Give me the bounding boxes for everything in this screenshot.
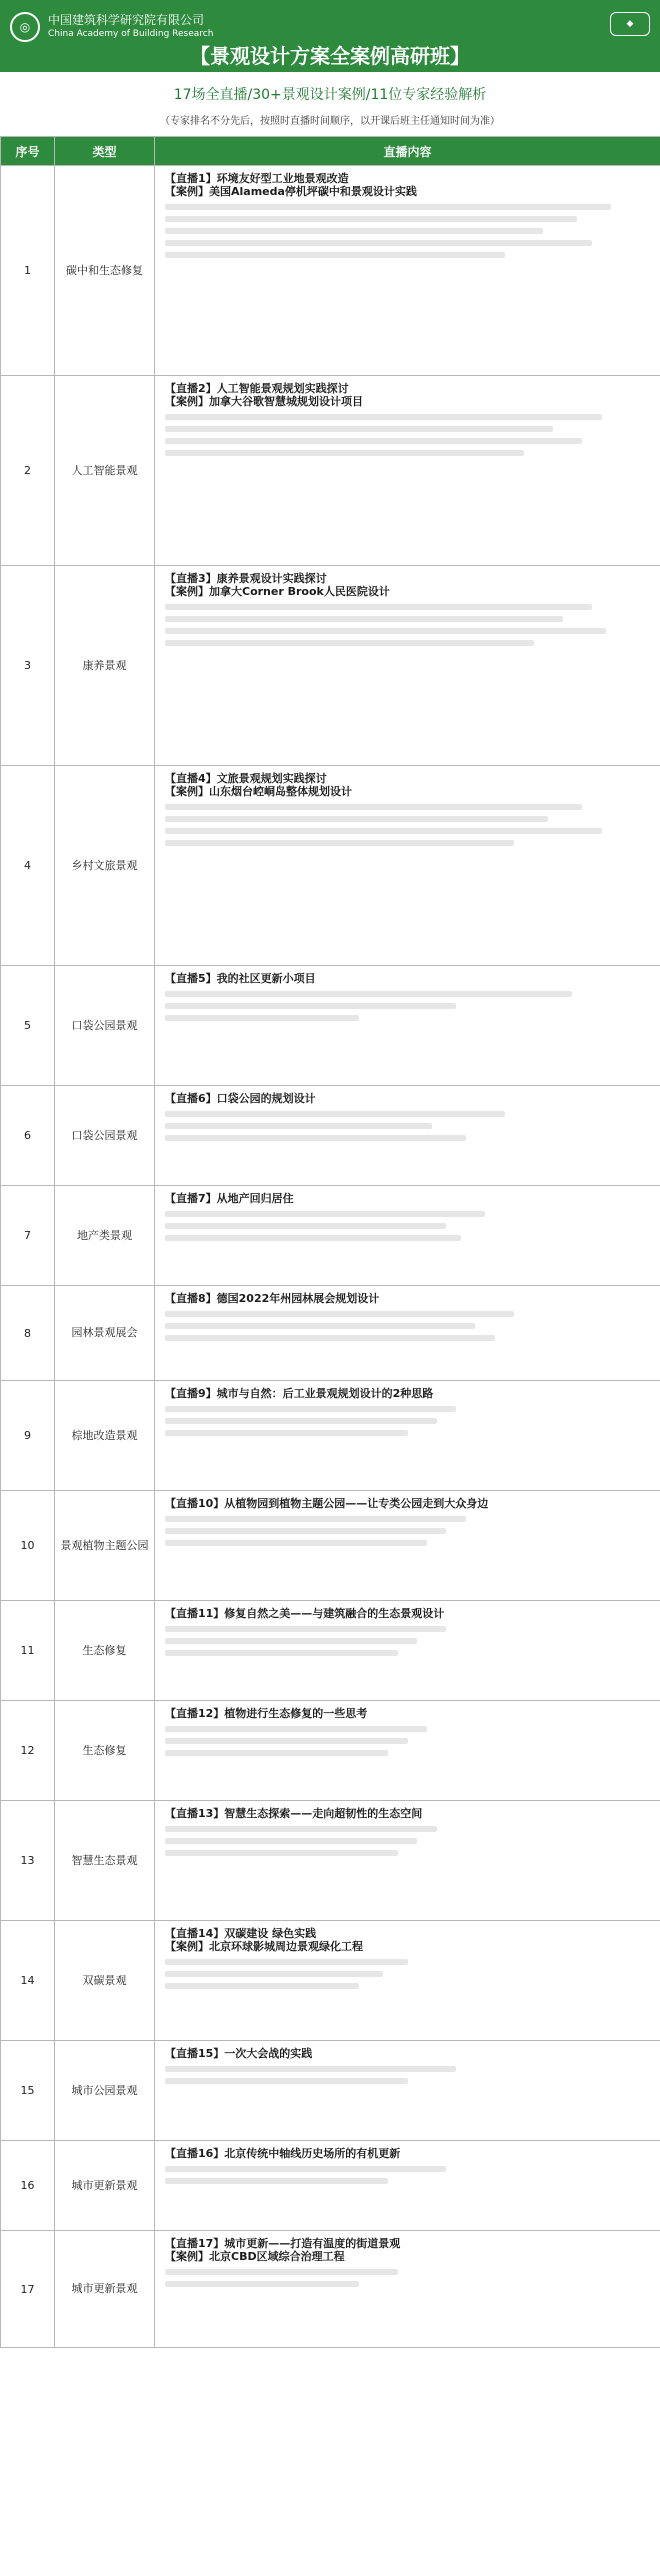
row-live-title: 【直播8】德国2022年州园林展会规划设计	[165, 1292, 380, 1305]
table-header-row	[1, 137, 660, 166]
row-live-title: 【直播4】文旅景观规划实践探讨	[165, 772, 327, 785]
unreadable-detail-placeholder	[165, 1626, 650, 1656]
row-number: 2	[1, 376, 55, 566]
org-text	[48, 13, 213, 41]
row-type: 康养景观	[55, 566, 155, 766]
table-row	[1, 1186, 660, 1286]
row-type: 城市更新景观	[55, 2141, 155, 2231]
col-header-no: 序号	[1, 137, 55, 166]
row-type: 碳中和生态修复	[55, 166, 155, 376]
table-row	[1, 1491, 660, 1601]
row-live-title: 【直播1】环境友好型工业地景观改造	[165, 172, 349, 185]
row-case-title: 【案例】加拿大Corner Brook人民医院设计	[165, 585, 390, 598]
row-number: 9	[1, 1381, 55, 1491]
schedule-table	[0, 136, 660, 2348]
row-number: 4	[1, 766, 55, 966]
table-row	[1, 2231, 660, 2348]
row-live-title: 【直播9】城市与自然：后工业景观规划设计的2种思路	[165, 1387, 434, 1400]
org-logo-icon: ◎	[10, 12, 40, 42]
row-case-title: 【案例】美国Alameda停机坪碳中和景观设计实践	[165, 185, 417, 198]
row-number: 8	[1, 1286, 55, 1381]
row-live-title: 【直播7】从地产回归居住	[165, 1192, 294, 1205]
unreadable-detail-placeholder	[165, 1211, 650, 1241]
row-type: 城市更新景观	[55, 2231, 155, 2348]
row-live-title: 【直播16】北京传统中轴线历史场所的有机更新	[165, 2147, 401, 2160]
table-row	[1, 566, 660, 766]
table-row	[1, 1701, 660, 1801]
row-live-title: 【直播13】智慧生态探索——走向超韧性的生态空间	[165, 1807, 423, 1820]
unreadable-detail-placeholder	[165, 604, 650, 646]
table-row	[1, 1381, 660, 1491]
row-content	[155, 566, 660, 766]
table-row	[1, 1801, 660, 1921]
row-content	[155, 966, 660, 1086]
unreadable-detail-placeholder	[165, 414, 650, 456]
row-number: 1	[1, 166, 55, 376]
row-number: 11	[1, 1601, 55, 1701]
row-type: 口袋公园景观	[55, 966, 155, 1086]
unreadable-detail-placeholder	[165, 991, 650, 1021]
unreadable-detail-placeholder	[165, 2269, 650, 2287]
row-number: 12	[1, 1701, 55, 1801]
org-name: 中国建筑科学研究院有限公司	[48, 13, 205, 27]
row-type: 智慧生态景观	[55, 1801, 155, 1921]
row-live-title: 【直播3】康养景观设计实践探讨	[165, 572, 327, 585]
unreadable-detail-placeholder	[165, 1959, 650, 1989]
row-content	[155, 1601, 660, 1701]
unreadable-detail-placeholder	[165, 1726, 650, 1756]
intro-section	[0, 72, 660, 136]
course-subtitle: 17场全直播/30+景观设计案例/11位专家经验解析	[173, 87, 487, 103]
row-content	[155, 1286, 660, 1381]
row-content	[155, 1491, 660, 1601]
table-row	[1, 966, 660, 1086]
row-content	[155, 376, 660, 566]
unreadable-detail-placeholder	[165, 2066, 650, 2084]
row-type: 生态修复	[55, 1601, 155, 1701]
page-header	[0, 0, 660, 72]
row-number: 7	[1, 1186, 55, 1286]
row-live-title: 【直播10】从植物园到植物主题公园——让专类公园走到大众身边	[165, 1497, 489, 1510]
row-case-title: 【案例】山东烟台崆峒岛整体规划设计	[165, 785, 352, 798]
unreadable-detail-placeholder	[165, 1311, 650, 1341]
row-live-title: 【直播14】双碳建设 绿色实践	[165, 1927, 317, 1940]
partner-logo-icon: ◆	[610, 12, 650, 36]
schedule-note: （专家排名不分先后，按照时直播时间顺序，以开课后班主任通知时间为准）	[160, 116, 500, 127]
unreadable-detail-placeholder	[165, 804, 650, 846]
row-content	[155, 1801, 660, 1921]
row-live-title: 【直播6】口袋公园的规划设计	[165, 1092, 316, 1105]
row-live-title: 【直播5】我的社区更新小项目	[165, 972, 316, 985]
table-row	[1, 1921, 660, 2041]
page-title: 【景观设计方案全案例高研班】	[190, 44, 470, 68]
table-row	[1, 376, 660, 566]
unreadable-detail-placeholder	[165, 2166, 650, 2184]
col-header-content: 直播内容	[155, 137, 660, 166]
row-number: 14	[1, 1921, 55, 2041]
unreadable-detail-placeholder	[165, 1406, 650, 1436]
org-brand	[10, 12, 213, 42]
row-type: 棕地改造景观	[55, 1381, 155, 1491]
row-type: 双碳景观	[55, 1921, 155, 2041]
row-content	[155, 1921, 660, 2041]
org-name-en: China Academy of Building Research	[48, 29, 214, 39]
table-row	[1, 1086, 660, 1186]
row-number: 17	[1, 2231, 55, 2348]
table-row	[1, 2041, 660, 2141]
unreadable-detail-placeholder	[165, 1111, 650, 1141]
row-case-title: 【案例】加拿大谷歌智慧城规划设计项目	[165, 395, 363, 408]
row-number: 5	[1, 966, 55, 1086]
row-number: 6	[1, 1086, 55, 1186]
row-case-title: 【案例】北京环球影城周边景观绿化工程	[165, 1940, 363, 1953]
row-number: 13	[1, 1801, 55, 1921]
row-live-title: 【直播2】人工智能景观规划实践探讨	[165, 382, 349, 395]
row-number: 15	[1, 2041, 55, 2141]
row-content	[155, 1701, 660, 1801]
row-number: 16	[1, 2141, 55, 2231]
unreadable-detail-placeholder	[165, 1516, 650, 1546]
unreadable-detail-placeholder	[165, 204, 650, 258]
row-type: 口袋公园景观	[55, 1086, 155, 1186]
table-row	[1, 1601, 660, 1701]
row-type: 地产类景观	[55, 1186, 155, 1286]
row-content	[155, 2231, 660, 2348]
table-row	[1, 166, 660, 376]
table-row	[1, 2141, 660, 2231]
row-case-title: 【案例】北京CBD区域综合治理工程	[165, 2250, 345, 2263]
row-type: 生态修复	[55, 1701, 155, 1801]
row-content	[155, 1186, 660, 1286]
row-content	[155, 766, 660, 966]
row-content	[155, 2141, 660, 2231]
row-number: 10	[1, 1491, 55, 1601]
table-row	[1, 1286, 660, 1381]
row-live-title: 【直播11】修复自然之美——与建筑融合的生态景观设计	[165, 1607, 445, 1620]
row-live-title: 【直播15】一次大会战的实践	[165, 2047, 313, 2060]
row-type: 景观植物主题公园	[55, 1491, 155, 1601]
table-row	[1, 766, 660, 966]
row-content	[155, 166, 660, 376]
row-content	[155, 1381, 660, 1491]
row-type: 园林景观展会	[55, 1286, 155, 1381]
row-type: 乡村文旅景观	[55, 766, 155, 966]
col-header-type: 类型	[55, 137, 155, 166]
row-type: 城市公园景观	[55, 2041, 155, 2141]
row-live-title: 【直播17】城市更新——打造有温度的街道景观	[165, 2237, 401, 2250]
row-number: 3	[1, 566, 55, 766]
row-live-title: 【直播12】植物进行生态修复的一些思考	[165, 1707, 368, 1720]
row-type: 人工智能景观	[55, 376, 155, 566]
row-content	[155, 1086, 660, 1186]
unreadable-detail-placeholder	[165, 1826, 650, 1856]
row-content	[155, 2041, 660, 2141]
